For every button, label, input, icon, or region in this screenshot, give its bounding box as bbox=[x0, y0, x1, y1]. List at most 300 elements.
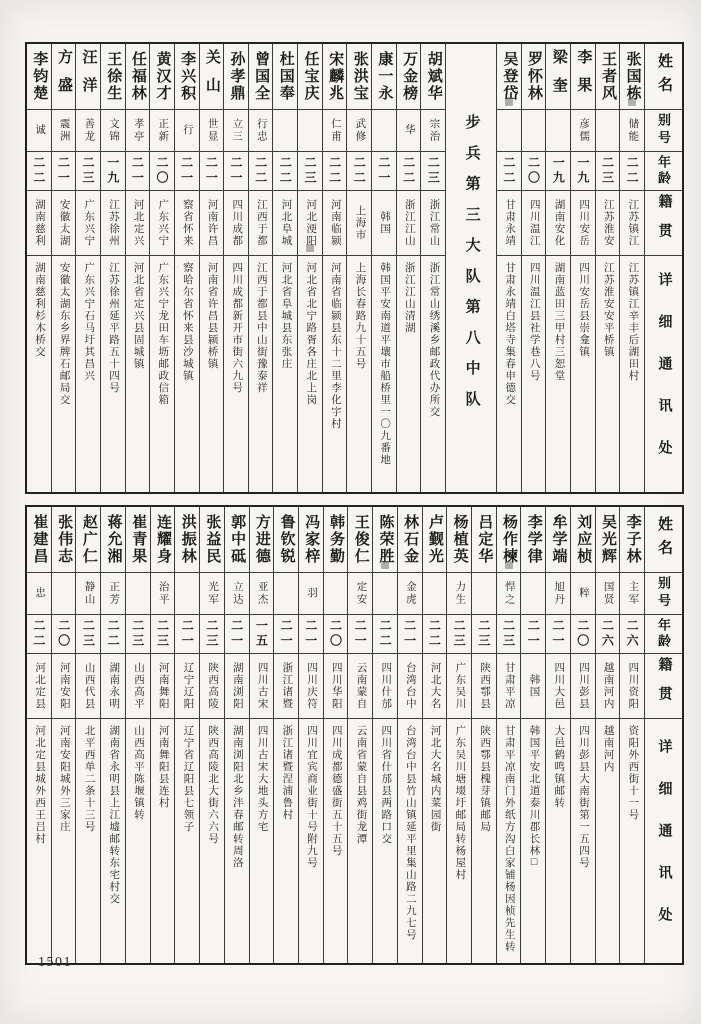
cell-age bbox=[274, 615, 298, 654]
header-age-label: 年龄 bbox=[656, 154, 671, 188]
cell-age bbox=[249, 152, 273, 191]
native-text: 广东兴宁 bbox=[157, 199, 169, 247]
cell-address bbox=[347, 256, 371, 492]
person-column bbox=[52, 44, 77, 492]
cell-age bbox=[126, 152, 150, 191]
person-column bbox=[76, 44, 101, 492]
person-column bbox=[372, 44, 397, 492]
native-text: 湖南浏阳 bbox=[231, 662, 243, 710]
cell-address bbox=[249, 256, 273, 492]
age-text: 二三 bbox=[501, 619, 516, 649]
name-text: 王者风 bbox=[600, 51, 617, 102]
name-text: 关山 bbox=[203, 48, 220, 105]
name-text: 崔青果 bbox=[130, 514, 147, 565]
person-column bbox=[324, 507, 349, 963]
cell-address bbox=[52, 256, 76, 492]
cell-name bbox=[596, 44, 620, 110]
cell-alias bbox=[76, 573, 100, 615]
cell-age bbox=[299, 615, 323, 654]
cell-native bbox=[546, 191, 570, 256]
cell-address bbox=[447, 719, 471, 963]
address-text: 北平西单二条十三号 bbox=[83, 725, 95, 833]
alias-text: 静山 bbox=[83, 581, 95, 606]
cell-name bbox=[497, 44, 521, 110]
header-cell-alias bbox=[645, 573, 682, 615]
unit-section-label: 步兵第三大队第八中队 bbox=[463, 114, 480, 422]
cell-name bbox=[620, 507, 644, 573]
age-text: 一五 bbox=[254, 619, 269, 649]
name-text: 杨作楝 bbox=[501, 514, 518, 565]
cell-age bbox=[200, 615, 224, 654]
age-text: 二一 bbox=[180, 619, 195, 649]
cell-name bbox=[76, 44, 100, 110]
cell-name bbox=[101, 44, 125, 110]
cell-age bbox=[348, 615, 372, 654]
address-text: 河北大名城内菜园街 bbox=[429, 725, 441, 833]
cell-native bbox=[225, 654, 249, 719]
age-text: 二二 bbox=[327, 156, 342, 186]
cell-age bbox=[101, 152, 125, 191]
age-text: 二一 bbox=[228, 156, 243, 186]
native-text: 江西于都 bbox=[255, 199, 267, 247]
native-text: 山西高平 bbox=[133, 662, 145, 710]
cell-address bbox=[298, 256, 322, 492]
header-cell-name bbox=[645, 507, 682, 573]
person-column bbox=[497, 44, 522, 492]
header-cell-address bbox=[645, 256, 682, 492]
cell-address bbox=[126, 256, 150, 492]
person-column bbox=[76, 507, 101, 963]
cell-name bbox=[200, 44, 224, 110]
person-column bbox=[348, 507, 373, 963]
cell-name bbox=[373, 507, 397, 573]
native-text: 辽宁辽阳 bbox=[182, 662, 194, 710]
cell-age bbox=[273, 152, 297, 191]
cell-name bbox=[620, 44, 644, 110]
alias-text: 宗治 bbox=[428, 118, 440, 143]
native-text: 河南安阳 bbox=[58, 662, 70, 710]
cell-name bbox=[126, 44, 150, 110]
age-text: 二二 bbox=[427, 619, 442, 649]
person-column bbox=[150, 44, 175, 492]
address-text: 上海长春路九十五号 bbox=[354, 262, 366, 370]
cell-address bbox=[397, 256, 421, 492]
person-column bbox=[298, 44, 323, 492]
person-column bbox=[250, 507, 275, 963]
cell-age bbox=[225, 615, 249, 654]
cell-address bbox=[423, 719, 447, 963]
cell-alias bbox=[101, 110, 125, 152]
cell-name bbox=[546, 44, 570, 110]
address-text: 韩国平安北道泰川郡长林□ bbox=[528, 725, 540, 870]
name-text: 赵广仁 bbox=[80, 514, 97, 565]
name-text: 张伟志 bbox=[56, 514, 73, 565]
cell-age bbox=[224, 152, 248, 191]
name-text: 康一永 bbox=[376, 51, 393, 102]
name-text: 崔建昌 bbox=[31, 514, 48, 565]
cell-address bbox=[398, 719, 422, 963]
cell-address bbox=[421, 256, 445, 492]
person-column bbox=[126, 44, 151, 492]
native-text: 四川庆符 bbox=[306, 662, 318, 710]
cell-age bbox=[571, 152, 595, 191]
cell-native bbox=[274, 654, 298, 719]
native-text: 台湾台中 bbox=[404, 662, 416, 710]
cell-native bbox=[522, 191, 546, 256]
cell-native bbox=[421, 191, 445, 256]
native-text: 河北浭阳 bbox=[305, 199, 317, 247]
cell-name bbox=[249, 44, 273, 110]
name-text: 张益民 bbox=[204, 514, 221, 565]
cell-native bbox=[151, 654, 175, 719]
age-text: 二二 bbox=[278, 156, 293, 186]
age-text: 二〇 bbox=[56, 619, 71, 649]
cell-name bbox=[323, 44, 347, 110]
alias-text: 华 bbox=[403, 124, 415, 137]
cell-age bbox=[423, 615, 447, 654]
cell-address bbox=[372, 256, 396, 492]
age-text: 二一 bbox=[550, 619, 565, 649]
name-text: 张洪宝 bbox=[351, 51, 368, 102]
person-column bbox=[571, 507, 596, 963]
person-column bbox=[101, 44, 126, 492]
alias-text: 行 bbox=[181, 124, 193, 137]
age-text: 二三 bbox=[600, 156, 615, 186]
cell-alias bbox=[620, 573, 644, 615]
cell-name bbox=[150, 44, 174, 110]
cell-address bbox=[299, 719, 323, 963]
cell-alias bbox=[497, 110, 521, 152]
cell-name bbox=[225, 507, 249, 573]
cell-address bbox=[472, 719, 496, 963]
native-text: 安徽太湖 bbox=[58, 199, 70, 247]
native-text: 上海市 bbox=[354, 205, 366, 241]
cell-age bbox=[151, 615, 175, 654]
person-column bbox=[175, 44, 200, 492]
header-alias-label: 别号 bbox=[656, 575, 671, 612]
cell-alias bbox=[348, 573, 372, 615]
name-text: 杨植英 bbox=[451, 514, 468, 565]
age-text: 二二 bbox=[401, 156, 416, 186]
cell-native bbox=[620, 191, 644, 256]
cell-name bbox=[273, 44, 297, 110]
cell-address bbox=[200, 256, 224, 492]
alias-text: 行忠 bbox=[255, 118, 267, 143]
native-text: 四川大邑 bbox=[553, 662, 565, 710]
native-text: 河北大名 bbox=[429, 662, 441, 710]
person-column bbox=[151, 507, 176, 963]
person-column bbox=[347, 44, 372, 492]
roster-table-top bbox=[25, 42, 684, 494]
age-text: 一九 bbox=[551, 156, 566, 186]
cell-age bbox=[175, 615, 199, 654]
address-text: 四川省什邡县两路口交 bbox=[380, 725, 392, 845]
header-column bbox=[645, 44, 682, 492]
alias-text: 仁甫 bbox=[329, 118, 341, 143]
native-text: 越南河内 bbox=[602, 662, 614, 710]
cell-alias bbox=[151, 573, 175, 615]
cell-age bbox=[546, 152, 570, 191]
name-text: 连耀身 bbox=[154, 514, 171, 565]
age-text: 二一 bbox=[303, 619, 318, 649]
name-text: 方盛 bbox=[55, 48, 72, 105]
cell-alias bbox=[224, 110, 248, 152]
cell-age bbox=[52, 152, 76, 191]
footnote-mark bbox=[505, 98, 513, 106]
person-column bbox=[472, 507, 497, 963]
person-column bbox=[101, 507, 126, 963]
cell-address bbox=[27, 256, 51, 492]
address-text: 河北定县城外西王吕村 bbox=[34, 725, 46, 845]
alias-text: 力生 bbox=[454, 581, 466, 606]
alias-text: 善龙 bbox=[83, 118, 95, 143]
name-text: 卢觐光 bbox=[426, 514, 443, 565]
cell-native bbox=[250, 654, 274, 719]
age-text: 二一 bbox=[130, 156, 145, 186]
name-text: 宋麟兆 bbox=[327, 51, 344, 102]
cell-name bbox=[250, 507, 274, 573]
cell-name bbox=[398, 507, 422, 573]
native-text: 广东兴宁 bbox=[83, 199, 95, 247]
native-text: 河北定兴 bbox=[132, 199, 144, 247]
name-text: 王俊仁 bbox=[352, 514, 369, 565]
person-column bbox=[323, 44, 348, 492]
cell-native bbox=[324, 654, 348, 719]
header-cell-name bbox=[645, 44, 682, 110]
cell-alias bbox=[546, 573, 570, 615]
native-text: 河北阜城 bbox=[280, 199, 292, 247]
address-text: 四川安岳县崇龛镇 bbox=[578, 262, 590, 358]
name-text: 罗怀林 bbox=[526, 51, 543, 102]
native-text: 江苏徐州 bbox=[107, 199, 119, 247]
cell-alias bbox=[249, 110, 273, 152]
native-text: 云南蒙自 bbox=[355, 662, 367, 710]
cell-age bbox=[571, 615, 595, 654]
cell-alias bbox=[250, 573, 274, 615]
cell-age bbox=[150, 152, 174, 191]
cell-alias bbox=[571, 573, 595, 615]
header-cell-age bbox=[645, 152, 682, 191]
age-text: 二一 bbox=[56, 156, 71, 186]
cell-age bbox=[398, 615, 422, 654]
person-column bbox=[421, 44, 446, 492]
age-text: 二一 bbox=[229, 619, 244, 649]
native-text: 广东吴川 bbox=[454, 662, 466, 710]
name-text: 黄汉才 bbox=[154, 51, 171, 102]
cell-address bbox=[571, 719, 595, 963]
cell-age bbox=[323, 152, 347, 191]
cell-age bbox=[324, 615, 348, 654]
address-text: 云南省蒙自县鸡街龙潭 bbox=[355, 725, 367, 845]
cell-address bbox=[620, 719, 644, 963]
cell-name bbox=[27, 44, 51, 110]
cell-native bbox=[273, 191, 297, 256]
cell-age bbox=[521, 615, 545, 654]
cell-native bbox=[348, 654, 372, 719]
address-text: 甘肃永靖白塔寺集春申德交 bbox=[504, 262, 516, 406]
cell-alias bbox=[200, 573, 224, 615]
address-text: 河南省许昌县颍桥镇 bbox=[206, 262, 218, 370]
cell-native bbox=[447, 654, 471, 719]
person-column bbox=[546, 44, 571, 492]
name-text: 李学律 bbox=[525, 514, 542, 565]
name-text: 林石金 bbox=[402, 514, 419, 565]
person-column bbox=[447, 507, 472, 963]
person-column bbox=[397, 44, 422, 492]
cell-native bbox=[546, 654, 570, 719]
alias-text: 储能 bbox=[627, 118, 639, 143]
cell-native bbox=[126, 654, 150, 719]
age-text: 二〇 bbox=[328, 619, 343, 649]
native-text: 江苏淮安 bbox=[602, 199, 614, 247]
address-text: 江西于都县中山街豫泰祥 bbox=[255, 262, 267, 394]
footnote-mark bbox=[381, 561, 389, 569]
address-text: 安徽太湖东乡界牌石邮局交 bbox=[58, 262, 70, 406]
cell-address bbox=[101, 719, 125, 963]
age-text: 二三 bbox=[81, 156, 96, 186]
unit-section-column bbox=[446, 44, 497, 492]
header-cell-native bbox=[645, 654, 682, 719]
cell-address bbox=[76, 256, 100, 492]
person-column bbox=[620, 507, 645, 963]
address-text: 河南安阳城外三家庄 bbox=[58, 725, 70, 833]
address-text: 韩国平安南道平壤市船桥里一〇九番地 bbox=[379, 262, 391, 466]
header-cell-native bbox=[645, 191, 682, 256]
header-cell-age bbox=[645, 615, 682, 654]
cell-name bbox=[546, 507, 570, 573]
cell-alias bbox=[76, 110, 100, 152]
cell-age bbox=[372, 152, 396, 191]
age-text: 二二 bbox=[253, 156, 268, 186]
age-text: 二三 bbox=[452, 619, 467, 649]
cell-alias bbox=[521, 573, 545, 615]
address-text: 河南舞阳县连村 bbox=[157, 725, 169, 809]
person-column bbox=[27, 507, 52, 963]
cell-native bbox=[398, 654, 422, 719]
native-text: 四川华阳 bbox=[330, 662, 342, 710]
cell-alias bbox=[497, 573, 521, 615]
address-text: 江苏徐州延平路五十四号 bbox=[107, 262, 119, 394]
cell-alias bbox=[200, 110, 224, 152]
address-text: 台湾台中县竹山镇延平里集山路二九七号 bbox=[404, 725, 416, 941]
cell-name bbox=[522, 44, 546, 110]
cell-native bbox=[423, 654, 447, 719]
name-text: 洪振林 bbox=[179, 514, 196, 565]
person-column bbox=[521, 507, 546, 963]
address-text: 四川古宋大地头方宅 bbox=[256, 725, 268, 833]
cell-alias bbox=[397, 110, 421, 152]
address-text: 河北省定兴县固城镇 bbox=[132, 262, 144, 370]
name-text: 韩务勤 bbox=[328, 514, 345, 565]
cell-native bbox=[200, 654, 224, 719]
cell-alias bbox=[347, 110, 371, 152]
address-text: 陕西高陵北大街六六号 bbox=[207, 725, 219, 845]
cell-address bbox=[497, 719, 521, 963]
cell-address bbox=[101, 256, 125, 492]
cell-name bbox=[423, 507, 447, 573]
alias-text: 主军 bbox=[627, 581, 639, 606]
cell-alias bbox=[323, 110, 347, 152]
address-text: 广东兴宁龙田车坜邮政信箱 bbox=[157, 262, 169, 406]
cell-native bbox=[52, 191, 76, 256]
cell-address bbox=[200, 719, 224, 963]
person-column bbox=[224, 44, 249, 492]
cell-address bbox=[250, 719, 274, 963]
alias-text: 旭丹 bbox=[553, 581, 565, 606]
person-column bbox=[522, 44, 547, 492]
roster-table-bottom bbox=[25, 505, 684, 965]
address-text: 河南省临颍县东十二里李化宇村 bbox=[329, 262, 341, 430]
alias-text: 忠 bbox=[34, 587, 46, 600]
age-text: 二二 bbox=[377, 619, 392, 649]
cell-name bbox=[52, 44, 76, 110]
cell-native bbox=[299, 654, 323, 719]
cell-age bbox=[522, 152, 546, 191]
cell-native bbox=[620, 654, 644, 719]
age-text: 二六 bbox=[600, 619, 615, 649]
name-text: 李果 bbox=[575, 48, 592, 105]
footnote-mark bbox=[306, 244, 314, 252]
cell-alias bbox=[27, 573, 51, 615]
cell-name bbox=[421, 44, 445, 110]
cell-alias bbox=[150, 110, 174, 152]
cell-address bbox=[323, 256, 347, 492]
cell-alias bbox=[324, 573, 348, 615]
cell-native bbox=[126, 191, 150, 256]
address-text: 四川成都德盛街五十五号 bbox=[330, 725, 342, 857]
age-text: 二三 bbox=[426, 156, 441, 186]
name-text: 冯家梓 bbox=[303, 514, 320, 565]
alias-text: 文锦 bbox=[107, 118, 119, 143]
cell-age bbox=[101, 615, 125, 654]
alias-text: 立达 bbox=[231, 581, 243, 606]
person-column bbox=[225, 507, 250, 963]
cell-native bbox=[596, 654, 620, 719]
native-text: 察省怀来 bbox=[181, 199, 193, 247]
cell-name bbox=[497, 507, 521, 573]
address-text: 四川宜宾商业街十号附九号 bbox=[306, 725, 318, 869]
age-text: 二二 bbox=[31, 156, 46, 186]
alias-text: 悍之 bbox=[503, 581, 515, 606]
cell-name bbox=[324, 507, 348, 573]
cell-age bbox=[620, 152, 644, 191]
cell-address bbox=[27, 719, 51, 963]
age-text: 二一 bbox=[526, 619, 541, 649]
cell-address bbox=[324, 719, 348, 963]
cell-alias bbox=[372, 110, 396, 152]
address-text: 江苏淮安安平桥镇 bbox=[602, 262, 614, 358]
cell-native bbox=[101, 654, 125, 719]
alias-text: 粹 bbox=[577, 587, 589, 600]
cell-name bbox=[521, 507, 545, 573]
age-text: 二二 bbox=[625, 156, 640, 186]
cell-alias bbox=[298, 110, 322, 152]
address-text: 四川温江县社学巷八号 bbox=[528, 262, 540, 382]
native-text: 四川什邡 bbox=[380, 662, 392, 710]
cell-alias bbox=[101, 573, 125, 615]
cell-alias bbox=[273, 110, 297, 152]
cell-native bbox=[472, 654, 496, 719]
cell-name bbox=[151, 507, 175, 573]
age-text: 二一 bbox=[204, 156, 219, 186]
cell-alias bbox=[373, 573, 397, 615]
alias-text: 武修 bbox=[354, 118, 366, 143]
alias-text: 国贤 bbox=[602, 581, 614, 606]
cell-alias bbox=[299, 573, 323, 615]
cell-native bbox=[76, 654, 100, 719]
cell-alias bbox=[447, 573, 471, 615]
name-text: 牟学端 bbox=[550, 514, 567, 565]
